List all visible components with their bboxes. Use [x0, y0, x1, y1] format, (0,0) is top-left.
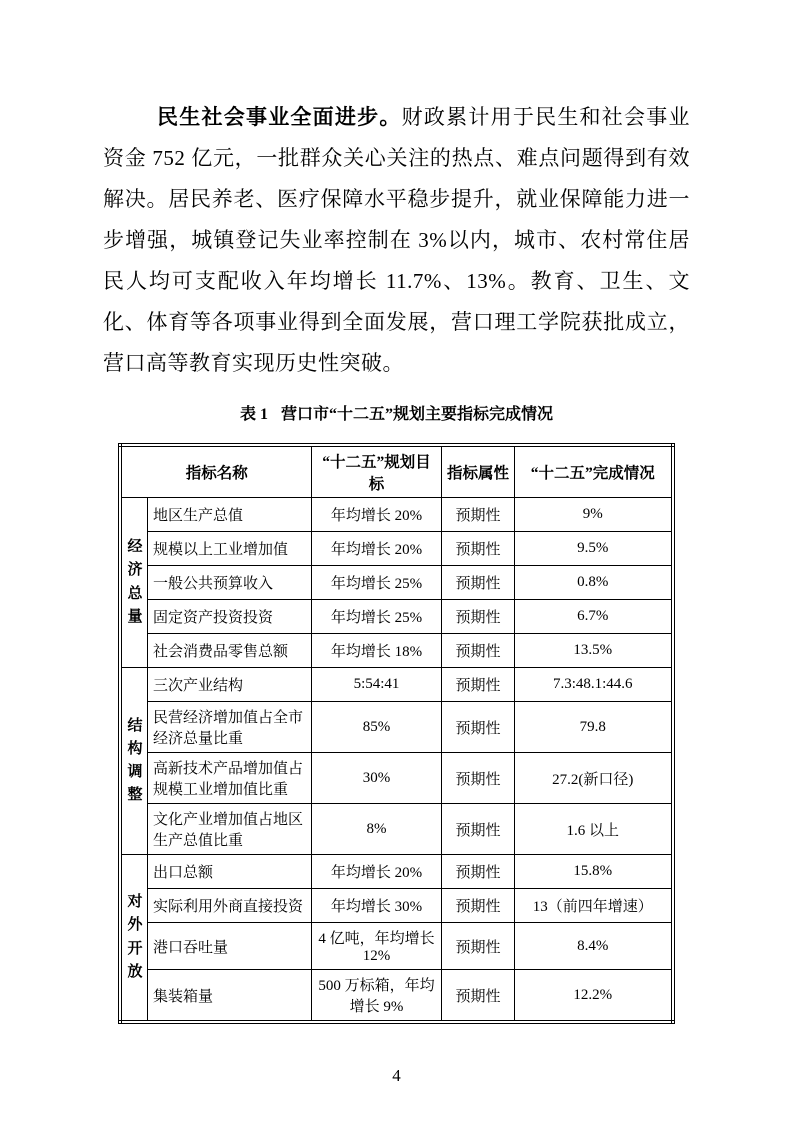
table-cell: 85%: [312, 702, 442, 753]
table-row: [120, 970, 672, 1023]
indicators-table: [118, 443, 674, 1024]
table-cell: 预期性: [442, 970, 515, 1023]
table-row: [120, 702, 672, 753]
table-cell: 8%: [312, 804, 442, 855]
header-indicator-name: 指标名称: [120, 445, 311, 498]
table-caption-title: 营口市“十二五”规划主要指标完成情况: [281, 406, 554, 423]
table-cell: 13（前四年增速）: [515, 889, 673, 923]
table-cell: 预期性: [442, 532, 515, 566]
table-cell: 预期性: [442, 600, 515, 634]
table-cell: 预期性: [442, 889, 515, 923]
table-cell: 预期性: [442, 702, 515, 753]
table-cell: 7.3:48.1:44.6: [515, 668, 673, 702]
table-header-row: [120, 445, 672, 498]
table-cell: 三次产业结构: [147, 668, 311, 702]
table-cell: 民营经济增加值占全市经济总量比重: [147, 702, 311, 753]
header-plan-target: “十二五”规划目标: [312, 445, 442, 498]
table-cell: 年均增长 18%: [312, 634, 442, 668]
table-group-label: 经 济 总 量: [120, 498, 147, 668]
table-row: [120, 634, 672, 668]
table-row: [120, 855, 672, 889]
table-cell: 年均增长 20%: [312, 532, 442, 566]
table-cell: 8.4%: [515, 923, 673, 970]
table-cell: 规模以上工业增加值: [147, 532, 311, 566]
page-number: 4: [392, 1066, 401, 1085]
body-paragraph: [103, 97, 690, 384]
table-cell: 预期性: [442, 753, 515, 804]
table-row: [120, 889, 672, 923]
table-group-label: 结 构 调 整: [120, 668, 147, 855]
table-cell: 1.6 以上: [515, 804, 673, 855]
table-cell: 地区生产总值: [147, 498, 311, 532]
table-row: [120, 566, 672, 600]
table-cell: 社会消费品零售总额: [147, 634, 311, 668]
table-cell: 固定资产投资投资: [147, 600, 311, 634]
paragraph-lead: 民生社会事业全面进步。: [157, 105, 402, 129]
table-cell: 79.8: [515, 702, 673, 753]
table-cell: 4 亿吨，年均增长 12%: [312, 923, 442, 970]
table-caption-label: 表 1: [239, 406, 268, 423]
table-cell: 30%: [312, 753, 442, 804]
table-row: [120, 753, 672, 804]
table-cell: 年均增长 25%: [312, 566, 442, 600]
table-cell: 实际利用外商直接投资: [147, 889, 311, 923]
table-group-label: 对 外 开 放: [120, 855, 147, 1023]
table-cell: 9%: [515, 498, 673, 532]
table-cell: 集装箱量: [147, 970, 311, 1023]
table-row: [120, 923, 672, 970]
table-cell: 预期性: [442, 923, 515, 970]
table-cell: 0.8%: [515, 566, 673, 600]
table-cell: 15.8%: [515, 855, 673, 889]
table-cell: 6.7%: [515, 600, 673, 634]
table-row: [120, 532, 672, 566]
table-cell: 年均增长 20%: [312, 855, 442, 889]
table-cell: 文化产业增加值占地区生产总值比重: [147, 804, 311, 855]
table-cell: 预期性: [442, 566, 515, 600]
table-cell: 27.2(新口径): [515, 753, 673, 804]
table-cell: 港口吞吐量: [147, 923, 311, 970]
table-cell: 预期性: [442, 855, 515, 889]
header-attribute: 指标属性: [442, 445, 515, 498]
table-cell: 9.5%: [515, 532, 673, 566]
table-cell: 一般公共预算收入: [147, 566, 311, 600]
table-caption: [103, 401, 690, 424]
table-cell: 5:54:41: [312, 668, 442, 702]
table-row: [120, 668, 672, 702]
table-cell: 年均增长 30%: [312, 889, 442, 923]
table-cell: 年均增长 20%: [312, 498, 442, 532]
paragraph-body: 财政累计用于民生和社会事业资金 752 亿元，一批群众关心关注的热点、难点问题得到有效解决。居民养老、医疗保障水平稳步提升，就业保障能力进一步增强，城镇登记失业率控制在 3%以内，城市、农村常住居民人均可支配收入年均增长 11.7%、13%。教育、卫生、文化、体育等各项事业得到全面发展，营口理工学院获批成立，营口高等教育实现历史性突破。: [103, 105, 691, 375]
table-cell: 预期性: [442, 804, 515, 855]
table-cell: 500 万标箱，年均增长 9%: [312, 970, 442, 1023]
table-cell: 高新技术产品增加值占规模工业增加值比重: [147, 753, 311, 804]
header-completion: “十二五”完成情况: [515, 445, 673, 498]
table-cell: 12.2%: [515, 970, 673, 1023]
table-cell: 出口总额: [147, 855, 311, 889]
table-cell: 预期性: [442, 498, 515, 532]
table-cell: 预期性: [442, 634, 515, 668]
table-row: [120, 804, 672, 855]
table-cell: 13.5%: [515, 634, 673, 668]
table-row: [120, 600, 672, 634]
table-body: [120, 498, 672, 1023]
table-row: [120, 498, 672, 532]
table-cell: 预期性: [442, 668, 515, 702]
table-cell: 年均增长 25%: [312, 600, 442, 634]
